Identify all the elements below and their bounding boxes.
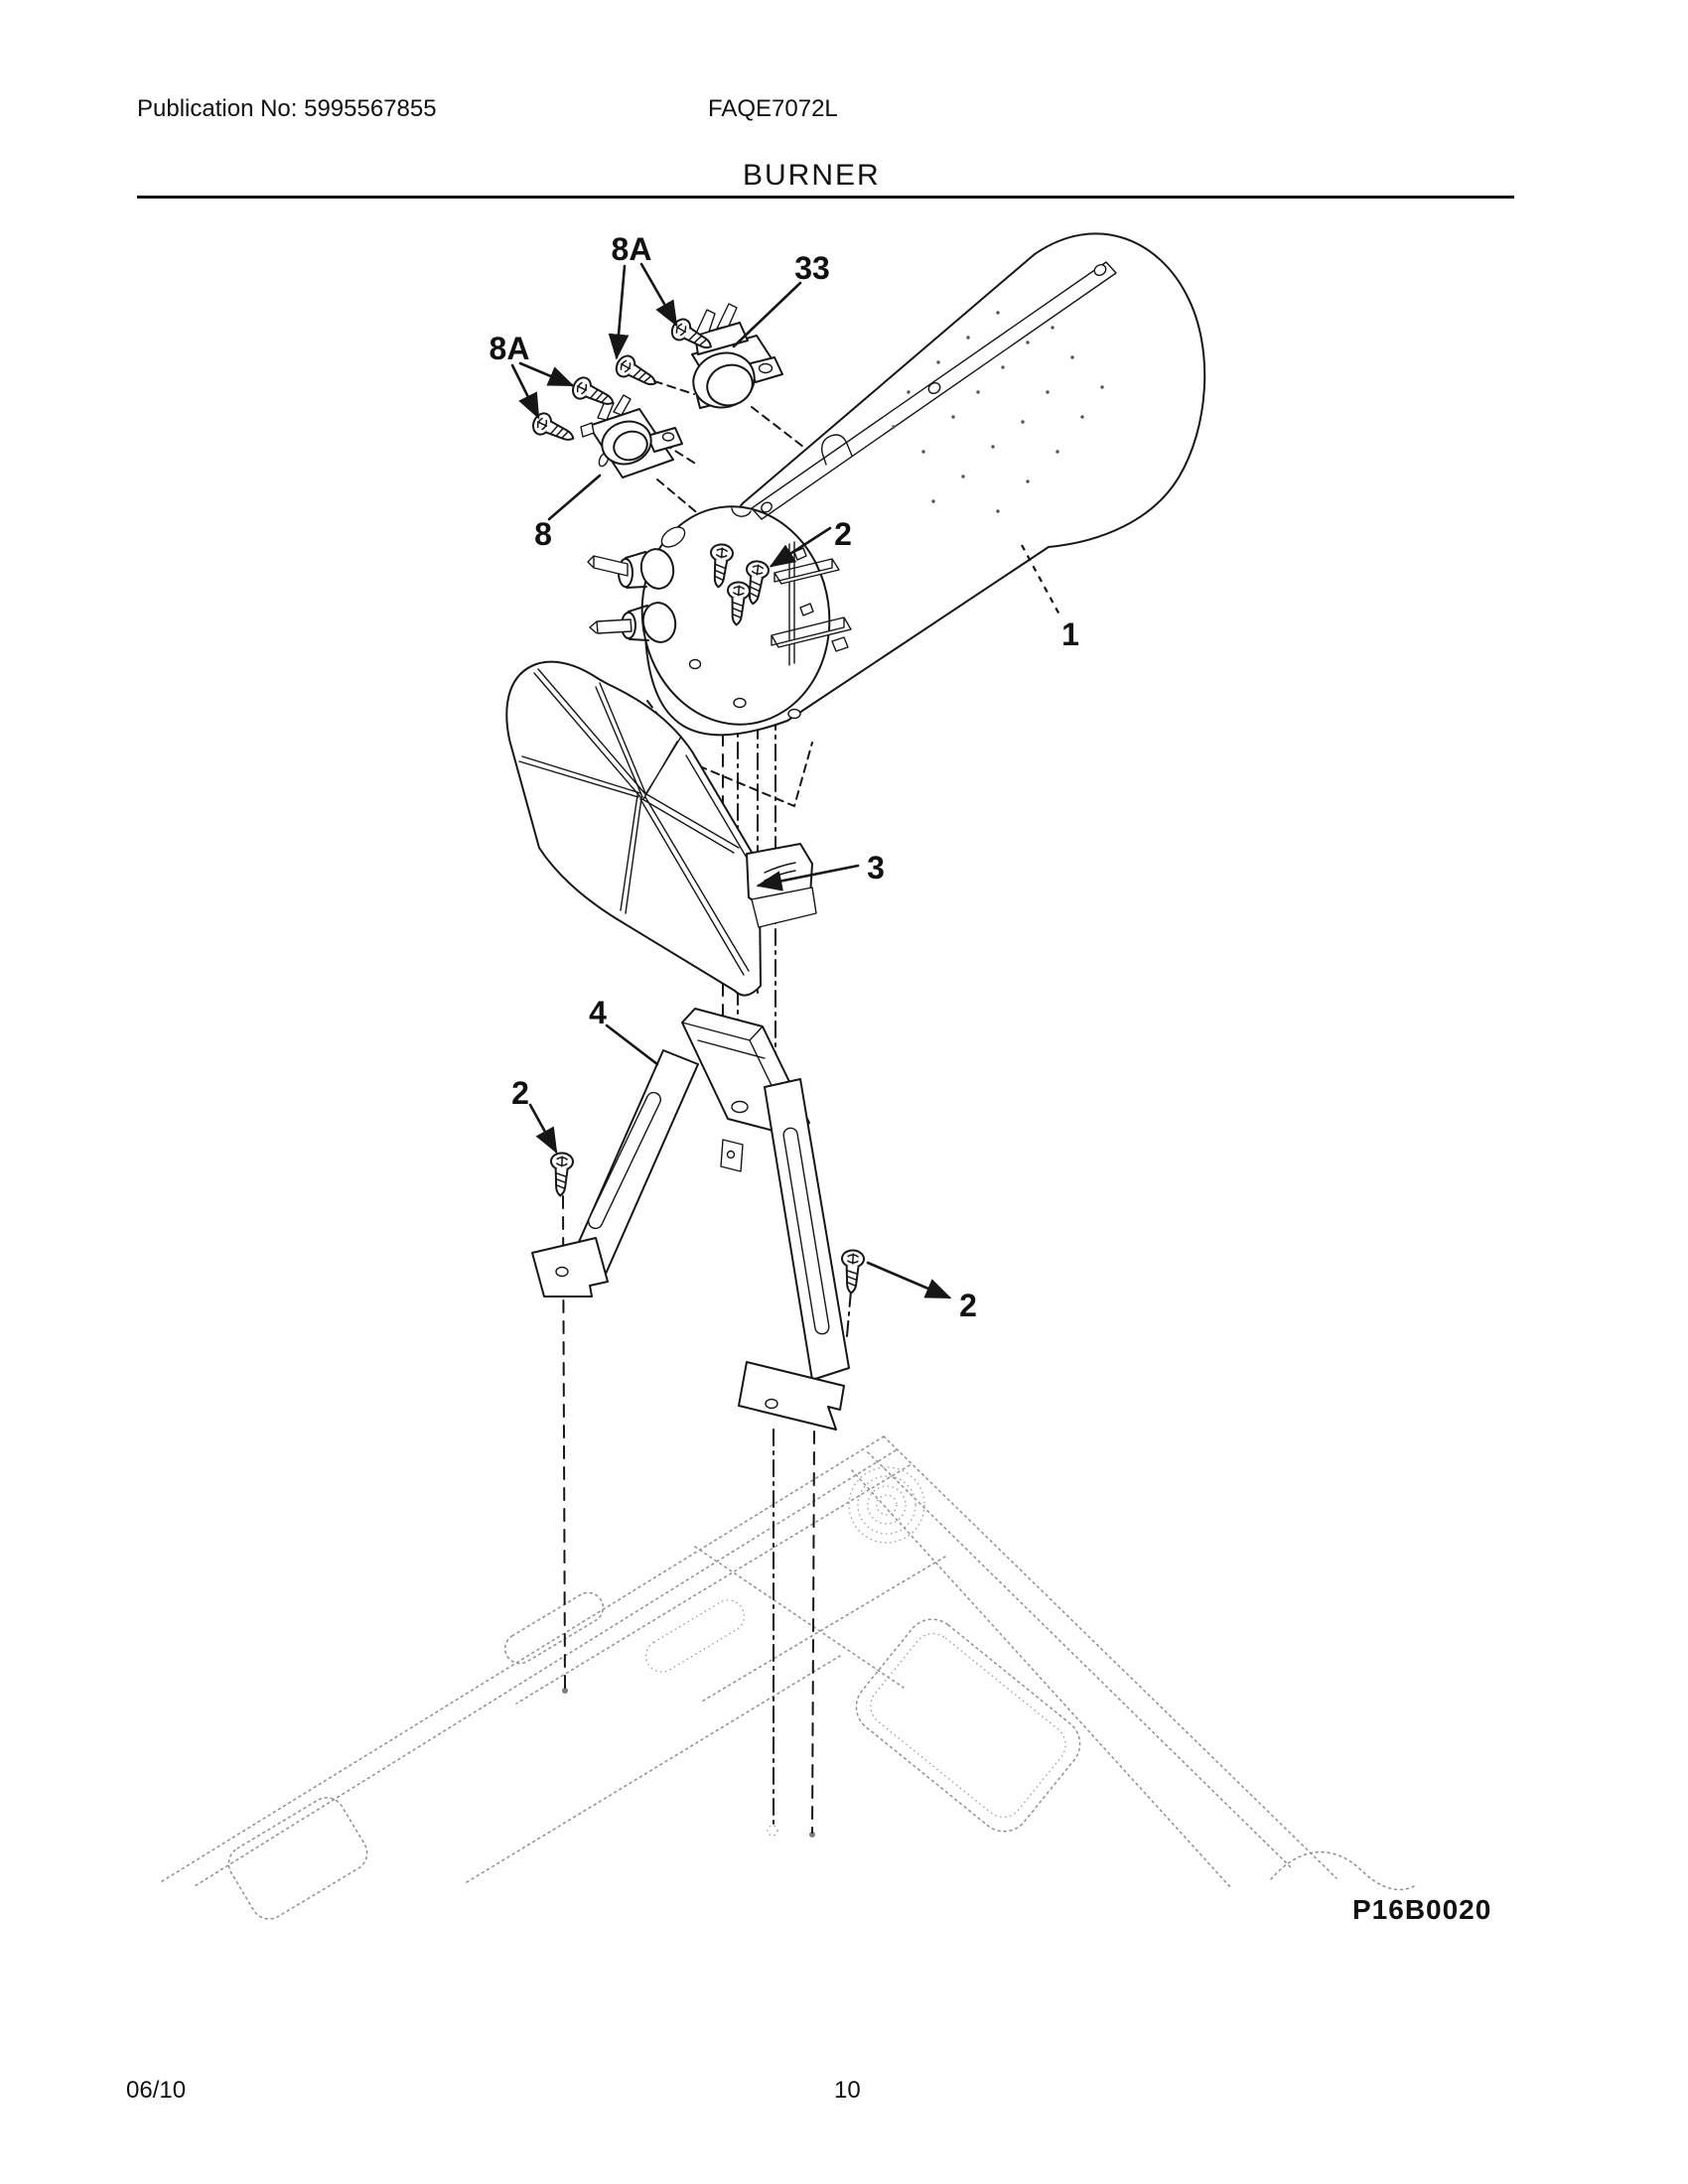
footer-page-number: 10 — [834, 2077, 861, 2104]
page-title: BURNER — [743, 159, 881, 192]
footer-date: 06/10 — [126, 2077, 187, 2104]
callout-2-left: 2 — [511, 1075, 529, 1111]
screw-part-2-left — [549, 1153, 573, 1196]
screw-part-8a-1 — [613, 352, 660, 393]
diagram-code: P16B0020 — [1352, 1894, 1492, 1925]
callout-3: 3 — [867, 850, 885, 886]
callout-2-right: 2 — [959, 1288, 977, 1323]
callout-8a-upper: 8A — [611, 231, 652, 267]
callout-33: 33 — [794, 250, 830, 286]
thermostat-part-33 — [686, 304, 782, 415]
publication-number: Publication No: 5995567855 — [137, 95, 437, 122]
callout-4: 4 — [589, 995, 607, 1030]
cabinet-base-panel — [159, 1436, 1414, 1926]
callout-8: 8 — [534, 516, 552, 552]
burner-housing-part-1 — [588, 233, 1204, 737]
callout-8a-lower: 8A — [489, 331, 530, 366]
support-bracket-part-4 — [532, 1009, 849, 1430]
model-number: FAQE7072L — [708, 95, 838, 122]
callout-1: 1 — [1061, 616, 1079, 652]
callout-2-face: 2 — [834, 516, 852, 552]
screw-part-2-right — [840, 1250, 864, 1294]
thermostat-part-8 — [581, 395, 682, 478]
